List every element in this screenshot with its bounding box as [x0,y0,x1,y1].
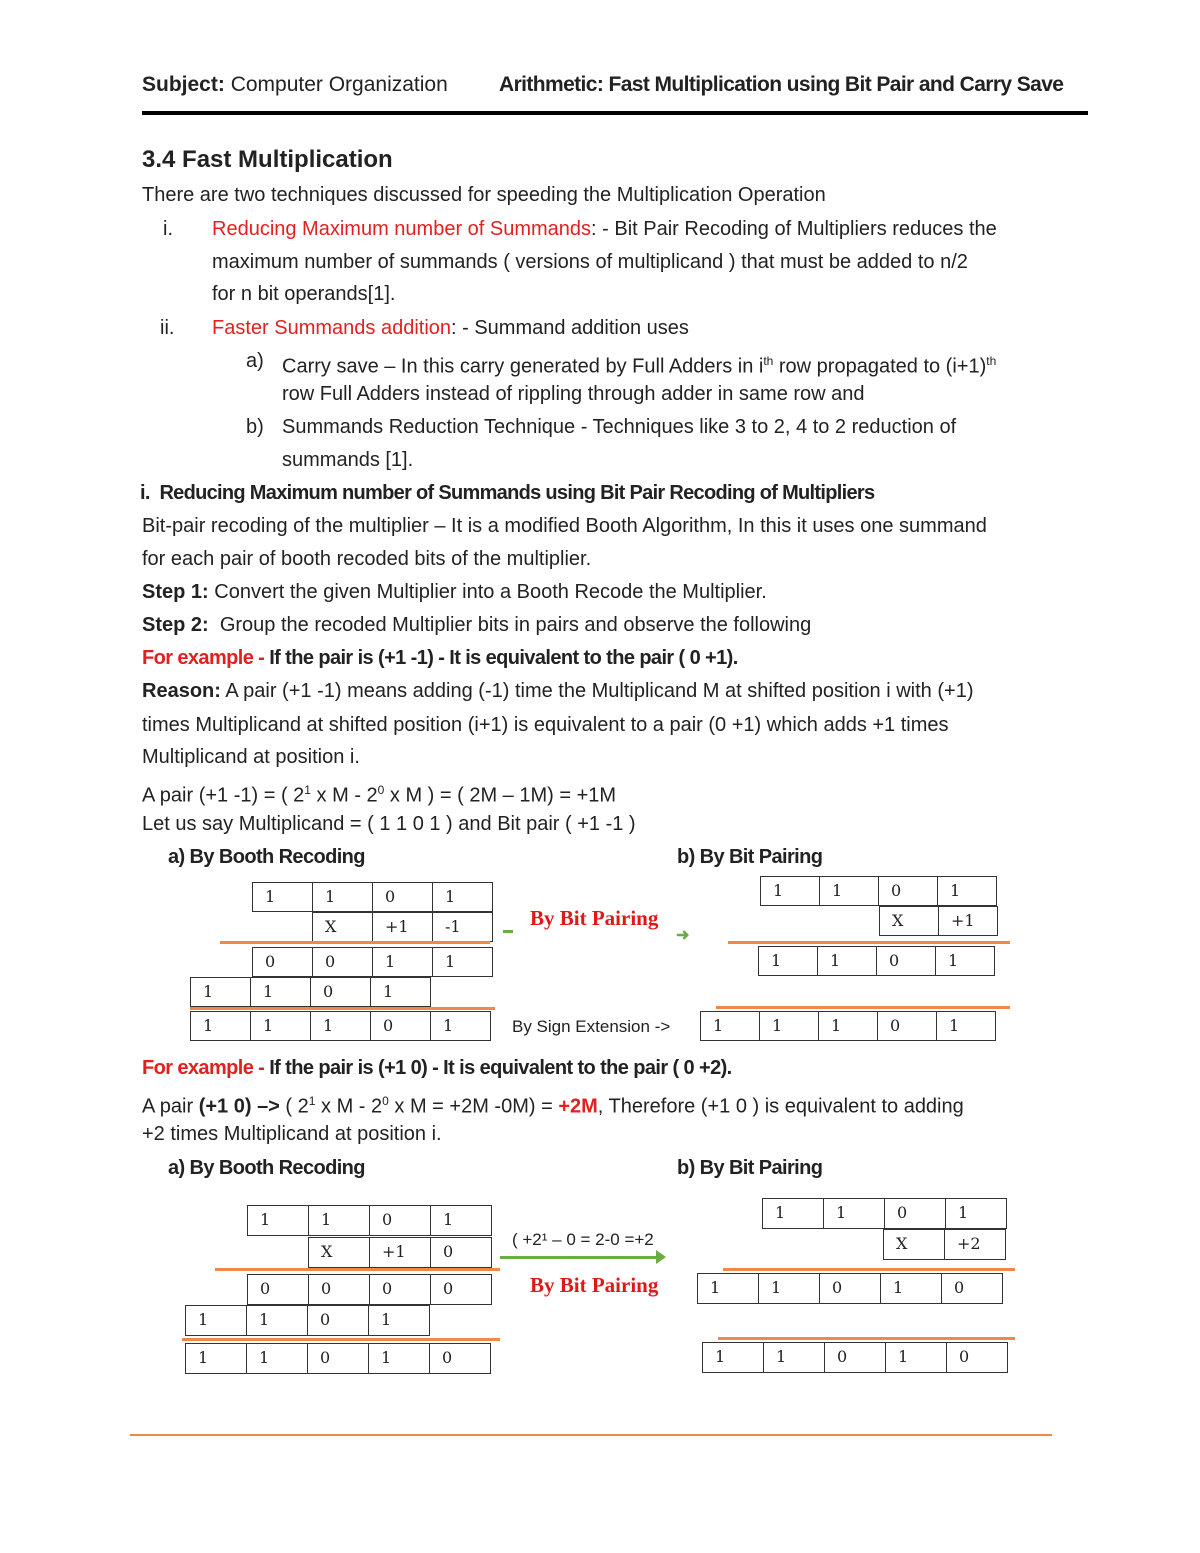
bit-cell: 1 [432,947,493,977]
superscript: th [763,354,774,368]
eq-part: , Therefore (+1 0 ) is equivalent to adding [597,1095,964,1118]
bit-cell: 0 [247,1274,309,1305]
list-item-title: Reducing Maximum number of Summands [212,218,592,240]
bit-cell: 0 [824,1342,886,1373]
bit-cell: 1 [368,1305,430,1336]
bit-cell: 0 [310,977,371,1007]
sum-rule [723,1268,1015,1271]
pair-equation [142,778,616,808]
bit-cell: 0 [430,1237,492,1268]
list-item-text: : - Summand addition uses [451,317,689,339]
bit-cell: X [883,1229,945,1260]
list-item-text: maximum number of summands ( versions of multiplicand ) that must be added to n/2 [212,251,968,273]
eq-part: ( 2 [279,1095,309,1118]
bit-cell: -1 [432,912,493,942]
bit-cell: 1 [185,1305,247,1336]
bit-cell: 0 [941,1273,1003,1304]
bit-cell: 1 [937,876,997,906]
sub-item-text: summands [1]. [282,449,414,471]
topic-label: Arithmetic: [499,73,604,96]
header-subject [142,73,448,97]
bit-cell: 1 [817,946,877,976]
bit-cell: 1 [368,1343,430,1374]
reason-text: times Multiplicand at shifted position (i+1) is equivalent to a pair (0 +1) which adds +1 times [142,714,949,736]
superscript: th [986,354,997,368]
eq-part: A pair [142,1095,199,1118]
bit-cell: 1 [250,977,311,1007]
sum-rule [728,941,1010,944]
bit-cell: 1 [763,1342,825,1373]
arrow-head-icon [656,1250,666,1264]
sub-item-a [282,349,996,379]
sub-heading [140,481,874,505]
list-item-ii [212,316,689,340]
bit-cell: 1 [190,1011,251,1041]
bit-cell: X [308,1237,370,1268]
bit-cell: 0 [307,1343,369,1374]
step-text: Convert the given Multiplier into a Booth Recode the Multiplier. [214,581,767,603]
bit-cell: 1 [372,947,433,977]
body-text: for each pair of booth recoded bits of the multiplier. [142,548,592,570]
pair2-equation [142,1089,964,1119]
sum-rule [215,1268,500,1271]
bit-cell: 0 [308,1274,370,1305]
bit-cell: 1 [370,977,431,1007]
diagram2-heading-b: b) By Bit Pairing [677,1157,823,1179]
sum-rule [718,1337,1015,1340]
bit-cell: 1 [246,1343,308,1374]
step-text: Group the recoded Multiplier bits in pairs and observe the following [219,614,812,636]
step-2 [142,613,811,637]
bit-cell: 1 [880,1273,942,1304]
bit-cell: 1 [945,1198,1007,1229]
diagram1-heading-a: a) By Booth Recoding [168,846,365,868]
eq-highlight: +2M [558,1095,598,1118]
intro-text: There are two techniques discussed for speeding the Multiplication Operation [142,184,826,206]
bit-cell: 1 [758,946,818,976]
bit-cell: 0 [878,876,938,906]
list-item-title: Faster Summands addition [212,317,452,339]
bit-cell: 1 [936,1011,996,1041]
footer-rule [130,1434,1052,1436]
bit-cell: 1 [252,882,313,912]
bit-cell: 0 [429,1343,491,1374]
diagram2-formula: ( +2¹ – 0 = 2-0 =+2 [512,1230,654,1249]
list-marker: a) [246,350,264,372]
bit-cell: 1 [190,977,251,1007]
reason-label: Reason: [142,680,221,702]
sub-item-text: row propagated to (i+1) [773,355,987,378]
bit-cell: +1 [369,1237,431,1268]
eq-part: x M = +2M -0M) = [388,1095,559,1118]
list-item-text: : - Bit Pair Recoding of Multipliers reduces the [591,218,997,240]
bit-cell: 1 [819,876,879,906]
diagram2-heading-a: a) By Booth Recoding [168,1157,365,1179]
superscript: 0 [377,783,385,797]
reason-text: Multiplicand at position i. [142,746,360,768]
superscript: 1 [304,783,311,797]
example-text: If the pair is (+1 0) - It is equivalent to the pair ( 0 +2). [264,1057,732,1079]
eq-part: x M ) = ( 2M – 1M) = +1M [384,784,617,807]
eq-part: x M - 2 [310,784,378,807]
sub-heading-text: Reducing Maximum number of Summands using Bit Pair Recoding of Multipliers [159,482,875,504]
bit-cell: 0 [370,1011,431,1041]
reason-line [142,679,973,703]
bit-cell: +1 [372,912,433,942]
sub-item-text: Summands Reduction Technique - Techniques like 3 to 2, 4 to 2 reduction of [282,416,957,438]
eq-part: A pair (+1 -1) = ( 2 [142,784,305,807]
bit-cell: 0 [372,882,433,912]
bit-cell: +2 [944,1229,1006,1260]
bit-cell: 0 [430,1274,492,1305]
diagram1-middle-label: By Bit Pairing [530,906,659,930]
bit-cell: 1 [762,1198,824,1229]
step-1 [142,580,767,604]
list-marker: b) [246,416,264,438]
diagram1-heading-b: b) By Bit Pairing [677,846,823,868]
eq-part: x M - 2 [315,1095,383,1118]
sum-rule [220,941,490,944]
bit-cell: 1 [432,882,493,912]
bit-cell: 1 [430,1205,492,1236]
superscript: 0 [382,1094,389,1108]
subject-value: Computer Organization [230,73,448,96]
sub-item-text: row Full Adders instead of rippling through adder in same row and [282,383,865,405]
bit-cell: 1 [308,1205,370,1236]
bit-cell: 0 [876,946,936,976]
bit-cell: 0 [369,1205,431,1236]
bit-cell: 0 [946,1342,1008,1373]
bit-cell: 1 [312,882,373,912]
bit-cell: 1 [185,1343,247,1374]
example-label: For example - [142,647,265,669]
bit-cell: +1 [938,906,998,936]
body-text: +2 times Multiplicand at position i. [142,1123,442,1145]
diagram2-middle-label: By Bit Pairing [530,1273,659,1297]
arrow-right-icon: ➜ [676,927,690,944]
sub-heading-marker: i. [140,482,150,504]
sum-rule [190,1007,495,1010]
bit-cell: 1 [760,876,820,906]
header-topic [499,73,1063,97]
bit-cell: 0 [819,1273,881,1304]
bit-cell: 1 [430,1011,491,1041]
bit-cell: 1 [246,1305,308,1336]
bit-cell: 1 [818,1011,878,1041]
bit-cell: 0 [877,1011,937,1041]
subject-label: Subject: [142,73,225,96]
eq-part: (+1 0) –> [198,1095,280,1118]
sum-rule [716,1006,1010,1009]
bit-cell: 1 [250,1011,311,1041]
bit-cell: 1 [885,1342,947,1373]
example-2 [142,1056,732,1080]
example-text: If the pair is (+1 -1) - It is equivalent to the pair ( 0 +1). [264,647,738,669]
bit-cell: 1 [310,1011,371,1041]
bit-cell: 1 [702,1342,764,1373]
topic-value: Fast Multiplication using Bit Pair and Carry Save [608,73,1064,96]
green-dash [503,930,513,933]
sub-item-text: Carry save – In this carry generated by Full Adders in i [282,355,764,378]
bit-cell: X [312,912,373,942]
list-item-i [212,217,997,241]
list-marker: ii. [160,317,175,339]
bit-cell: 1 [700,1011,760,1041]
list-marker: i. [163,218,173,240]
list-item-text: for n bit operands[1]. [212,283,396,305]
bit-cell: 1 [247,1205,309,1236]
step-label: Step 1: [142,581,209,603]
reason-text: A pair (+1 -1) means adding (-1) time the Multiplicand M at shifted position i with (+1) [220,680,974,702]
example-1 [142,646,738,670]
bit-cell: 1 [935,946,995,976]
bit-cell: 1 [823,1198,885,1229]
bit-cell: 0 [312,947,373,977]
bit-cell: 1 [697,1273,759,1304]
section-title: 3.4 Fast Multiplication [142,146,393,173]
bit-cell: 0 [884,1198,946,1229]
bit-cell: 0 [369,1274,431,1305]
body-text: Bit-pair recoding of the multiplier – It is a modified Booth Algorithm, In this it uses one summand [142,515,987,537]
bit-cell: 0 [252,947,313,977]
superscript: 1 [308,1094,316,1108]
body-text: Let us say Multiplicand = ( 1 1 0 1 ) and Bit pair ( +1 -1 ) [142,813,636,835]
bit-cell: 1 [758,1273,820,1304]
step-label: Step 2: [142,614,209,636]
bit-cell: 1 [759,1011,819,1041]
sign-extension-label: By Sign Extension -> [512,1017,671,1036]
bit-cell: X [879,906,939,936]
green-arrow-line [500,1256,660,1259]
header-rule [142,111,1088,115]
sum-rule [182,1338,500,1341]
bit-cell: 0 [307,1305,369,1336]
example-label: For example - [142,1057,265,1079]
